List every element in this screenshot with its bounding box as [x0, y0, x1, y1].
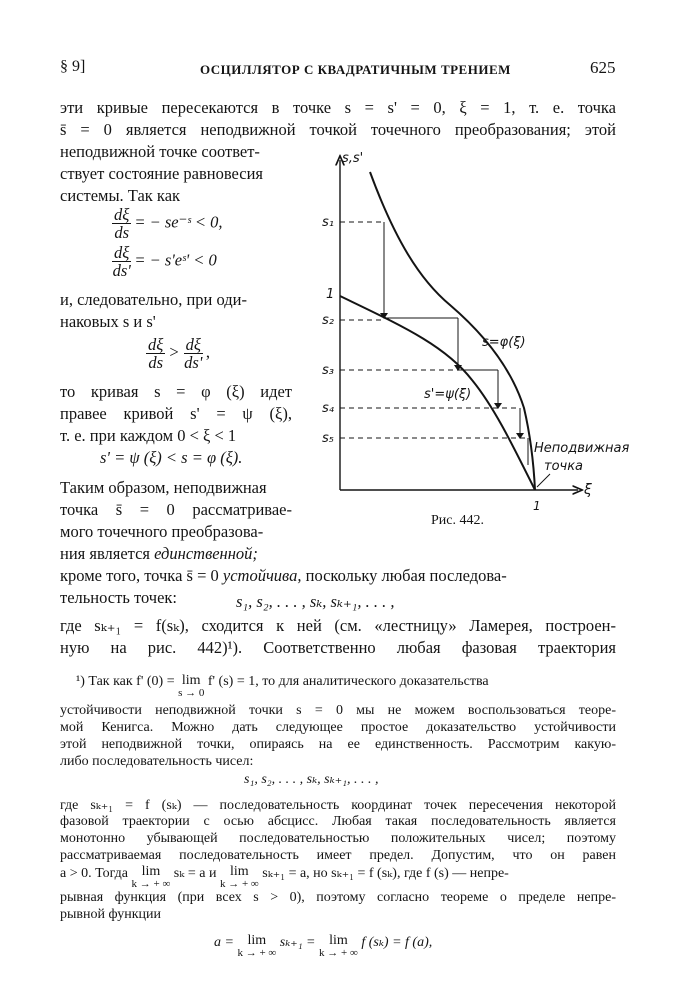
- tick-label-s4: s₄: [322, 401, 334, 416]
- text-span: f (sₖ) = f (a),: [357, 935, 433, 950]
- limit-operator: [237, 934, 276, 960]
- text-span: a > 0. Тогда: [60, 866, 132, 881]
- fixed-point-label: Неподвижная: [534, 441, 630, 456]
- text-span: a =: [214, 935, 238, 950]
- footnote-line: мой Кенигса. Можно дать следующее простое доказательство устойчивости: [60, 720, 616, 735]
- text-span: sₖ₊₁ = a, но sₖ₊₁ = f (sₖ), где f (s) — непре-: [258, 866, 509, 881]
- limit-operator: [178, 674, 204, 700]
- limit-operator: [220, 865, 259, 891]
- equation-1: $\frac{d\xi}{ds}$ = − se⁻ˢ < 0,: [114, 205, 223, 242]
- footnote-line: рывной функции: [60, 907, 161, 922]
- footnote-line: рывная функция (при всех s > 0), поэтому согласно теореме о пределе непре-: [60, 890, 616, 905]
- figure-caption: Рис. 442.: [431, 513, 484, 528]
- text-line: наковых s и s': [60, 312, 156, 331]
- emphasis-unique: единственной;: [154, 544, 258, 563]
- equation-2: $\frac{d\xi}{ds'}$ = − s'eˢ' < 0: [112, 243, 217, 280]
- tick-label-s2: s₂: [322, 313, 334, 328]
- lim-text: lim: [329, 933, 348, 948]
- limit-operator: [132, 865, 171, 891]
- footnote-equation: s₁, s₂, . . . , sₖ, sₖ₊₁, . . . ,: [244, 772, 379, 787]
- equation-2-rhs: = − s'eˢ' < 0: [134, 250, 217, 270]
- text-line: мого точечного преобразова-: [60, 522, 264, 541]
- lim-text: lim: [230, 864, 249, 879]
- footnote-line: где sₖ₊₁ = f (sₖ) — последовательность координат точек пересечения некоторой: [60, 798, 616, 813]
- equation-4: s' = ψ (ξ) < s = φ (ξ).: [100, 448, 243, 467]
- tick-label-1-x: 1: [533, 499, 541, 513]
- text-line: правее кривой s' = ψ (ξ),: [60, 404, 292, 423]
- lim-text: lim: [247, 933, 267, 948]
- text-span: поскольку любая последова-: [301, 566, 507, 585]
- lim-subscript: s → 0: [178, 687, 205, 699]
- footnote-line: монотонно убывающей последовательностью положительных чисел; поэтому: [60, 831, 616, 846]
- y-axis-label: s,s': [342, 151, 364, 166]
- tick-label-s1: s₁: [322, 215, 334, 230]
- curve-phi-label: s=φ(ξ): [482, 335, 526, 350]
- text-span: f' (s) = 1, то для аналитического доказательства: [204, 674, 489, 689]
- lim-subscript: k → + ∞: [237, 947, 277, 959]
- footnote-line: либо последовательность чисел:: [60, 754, 254, 769]
- text-line: ствует состояние равновесия: [60, 164, 264, 183]
- footnote-line: [76, 674, 489, 700]
- footnote-equation-final: [214, 934, 432, 960]
- lim-text: lim: [181, 673, 201, 688]
- text-line: т. е. при каждом 0 < ξ < 1: [60, 426, 237, 445]
- lim-subscript: k → + ∞: [319, 947, 358, 959]
- limit-operator: [319, 934, 358, 960]
- text-line: [60, 566, 616, 586]
- footnote-line: фазовой траектории с осью абсцисс. Любая такая последовательность является: [60, 814, 616, 829]
- lim-text: lim: [141, 864, 161, 879]
- fixed-point-pointer: [537, 474, 550, 487]
- text-line: Таким образом, неподвижная: [60, 478, 267, 497]
- equation-5: s₁, s₂, . . . , sₖ, sₖ₊₁, . . . ,: [236, 592, 395, 611]
- text-line: эти кривые пересекаются в точке s = s' = 0, ξ = 1, т. е. точка: [60, 98, 616, 117]
- text-line: то кривая s = φ (ξ) идет: [60, 382, 292, 401]
- footnote-line: этой неподвижной точки, опираясь на ее единственность. Рассмотрим какую-: [60, 737, 616, 752]
- text-line: ную на рис. 442)¹). Соответственно любая фазовая траектория: [60, 638, 616, 657]
- footnote-line: рассматриваемая последовательность имеет предел. Допустим, что он равен: [60, 848, 616, 863]
- text-line: неподвижной точке соответ-: [60, 142, 260, 161]
- emphasis-stable: устойчива,: [222, 566, 302, 585]
- text-span: sₖ₊₁ =: [276, 935, 320, 950]
- footnote-line: устойчивости неподвижной точки s = 0 мы не можем воспользоваться теоре-: [60, 703, 616, 718]
- footnote-line: [60, 865, 509, 891]
- text-line: s̄ = 0 является неподвижной точкой точечного преобразования; этой: [60, 120, 616, 139]
- x-axis-label: ξ: [584, 482, 592, 498]
- equation-3: $\frac{d\xi}{ds}$ > $\frac{d\xi}{ds'}$ ,: [148, 335, 211, 372]
- text-line: тельность точек:: [60, 588, 178, 607]
- text-line: и, следовательно, при оди-: [60, 290, 248, 309]
- lamerey-staircase-figure: [300, 140, 630, 540]
- text-span: кроме того, точка s̄ = 0: [60, 566, 223, 585]
- tick-label-1-y: 1: [326, 287, 335, 302]
- text-line: системы. Так как: [60, 186, 181, 205]
- text-span: sₖ = a и: [170, 866, 220, 881]
- lim-subscript: k → + ∞: [131, 878, 171, 890]
- text-span: ¹) Так как f' (0) =: [76, 674, 179, 689]
- text-line: [60, 544, 258, 564]
- text-line: точка s̄ = 0 рассматривае-: [60, 500, 292, 519]
- page-number: 625: [590, 58, 616, 77]
- curve-psi-label: s'=ψ(ξ): [424, 387, 472, 402]
- lim-subscript: k → + ∞: [219, 878, 259, 890]
- tick-label-s5: s₅: [322, 431, 334, 446]
- section-marker: § 9]: [60, 58, 86, 75]
- tick-label-s3: s₃: [322, 363, 334, 378]
- equation-1-rhs: = − se⁻ˢ < 0,: [134, 212, 223, 232]
- text-line: где sₖ₊₁ = f(sₖ), сходится к ней (см. «лестницу» Ламерея, построен-: [60, 616, 616, 635]
- text-span: ния является: [60, 544, 155, 563]
- running-title: ОСЦИЛЛЯТОР С КВАДРАТИЧНЫМ ТРЕНИЕМ: [200, 62, 511, 77]
- fixed-point-label: точка: [544, 459, 584, 474]
